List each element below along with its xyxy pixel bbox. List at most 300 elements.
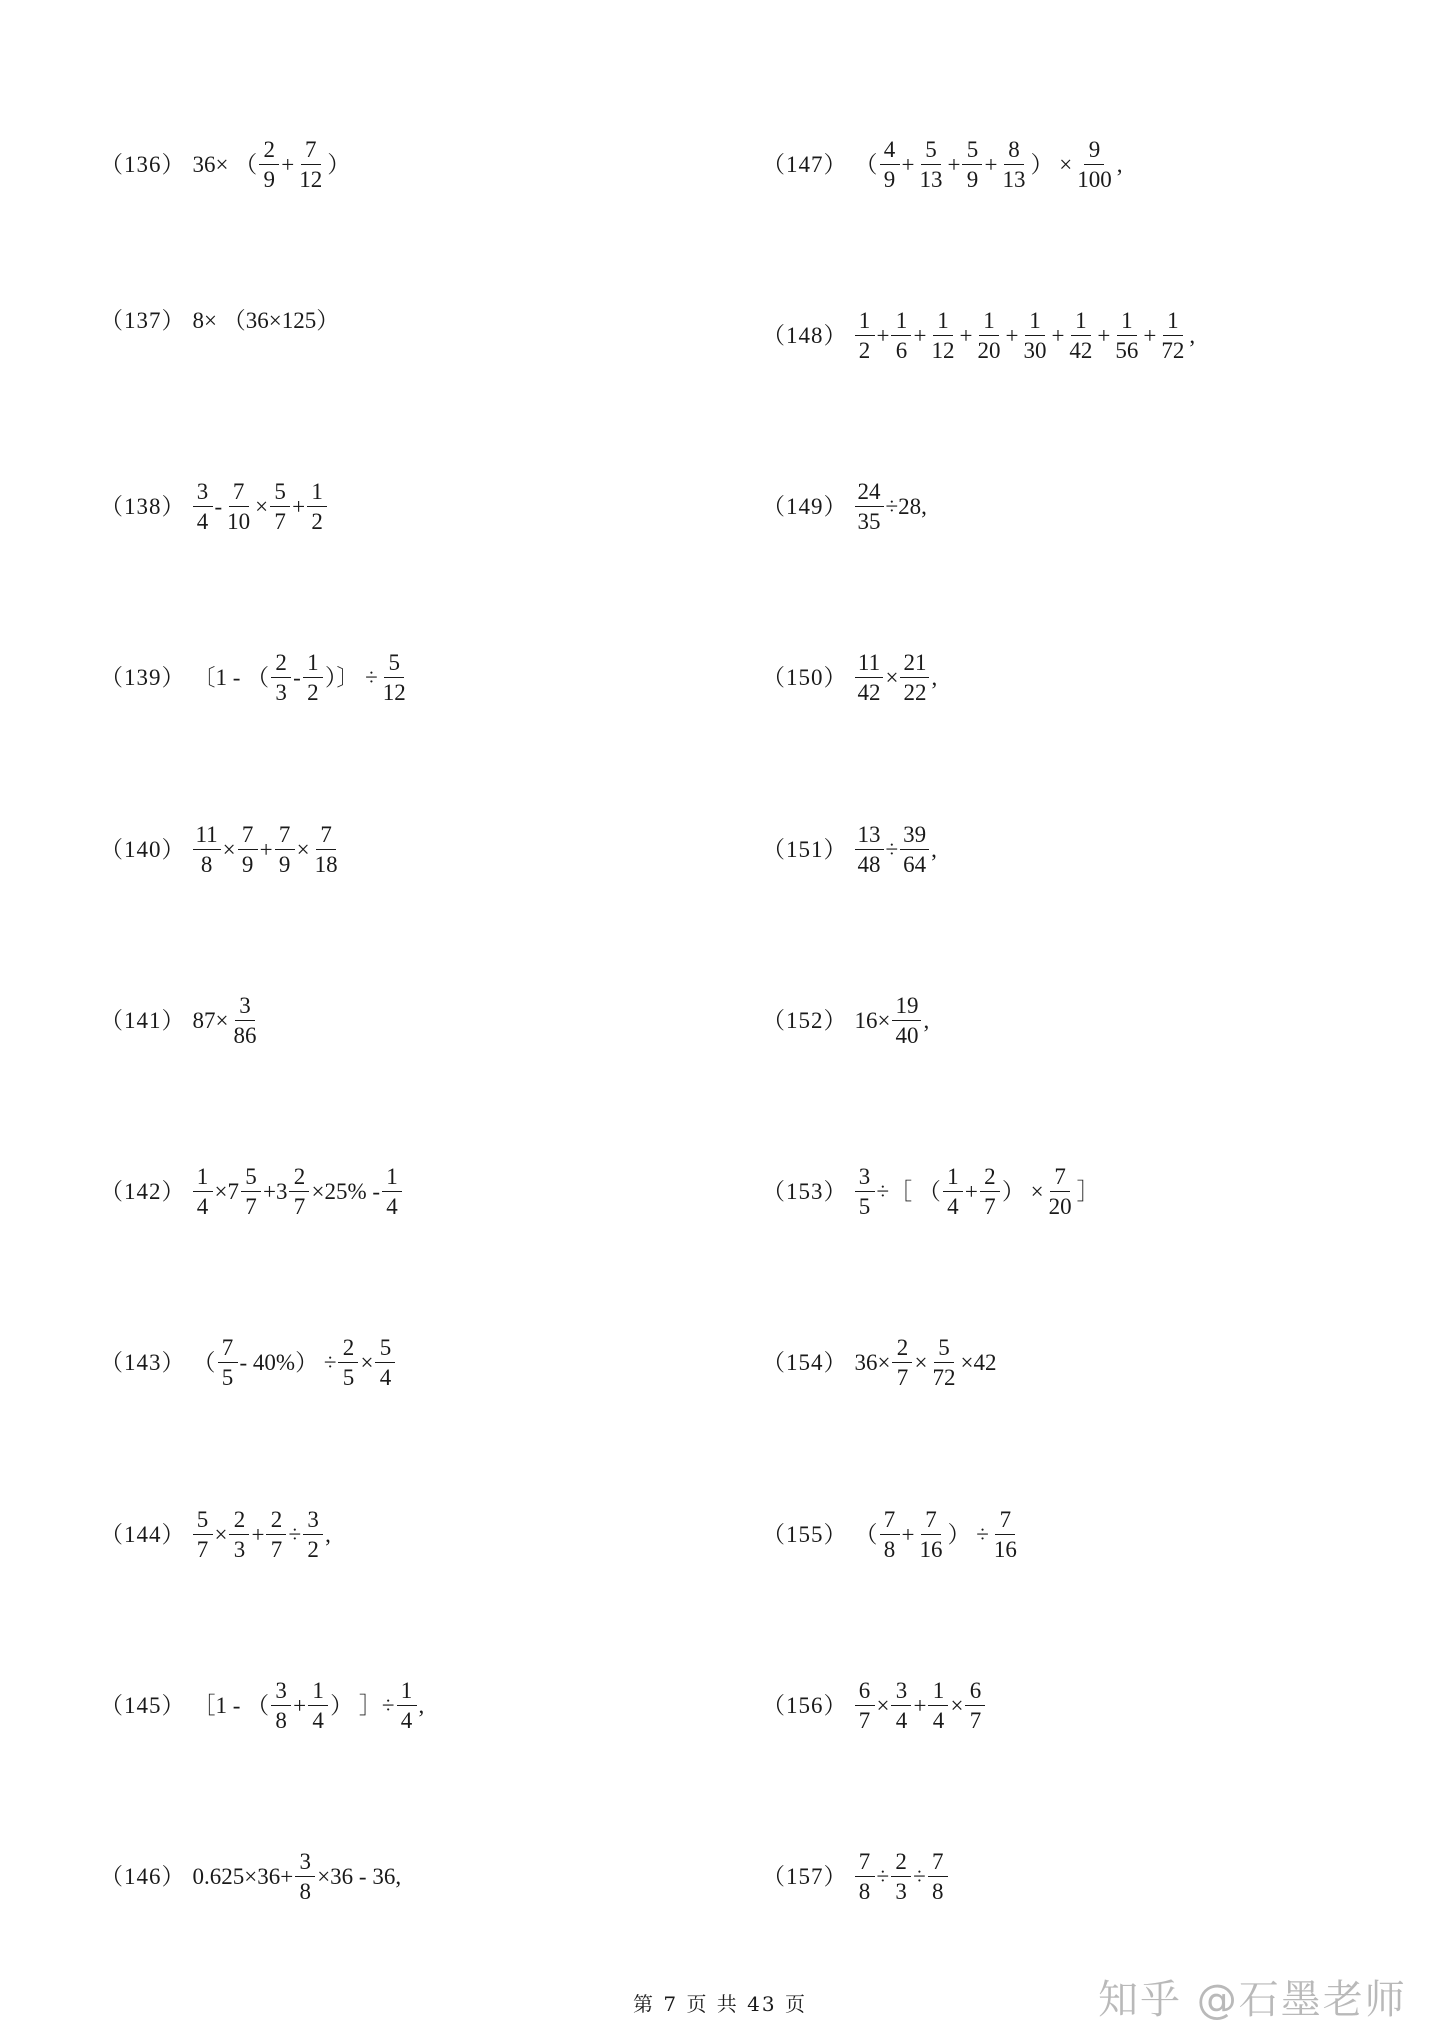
- expression-text: 〔1 - （: [192, 665, 270, 690]
- fraction-denominator: 2: [307, 680, 319, 705]
- fraction-numerator: 7: [218, 1336, 238, 1363]
- fraction: [929, 1336, 958, 1389]
- problem-item: [100, 480, 328, 533]
- fraction: [943, 1165, 963, 1218]
- expression-text: ×: [885, 665, 899, 690]
- problem-expression: [192, 994, 261, 1047]
- fraction: [880, 1508, 900, 1561]
- fraction-denominator: 7: [293, 1194, 306, 1219]
- fraction-denominator: 13: [1002, 167, 1026, 192]
- fraction-denominator: 12: [931, 338, 955, 363]
- fraction-numerator: 1: [943, 1165, 963, 1192]
- problem-number: （141）: [100, 1008, 186, 1033]
- fraction-denominator: 100: [1077, 167, 1112, 192]
- fraction: [891, 309, 911, 362]
- fraction: [238, 823, 258, 876]
- fraction-numerator: 5: [934, 1336, 954, 1363]
- fraction-denominator: 8: [299, 1879, 311, 1904]
- problem-expression: [854, 1165, 1101, 1218]
- fraction-numerator: 5: [193, 1508, 213, 1535]
- fraction-numerator: 39: [900, 823, 929, 850]
- fraction-numerator: 5: [384, 651, 404, 678]
- expression-text: ÷［ （: [876, 1179, 941, 1204]
- expression-text: +: [1051, 323, 1065, 348]
- fraction: [1074, 138, 1115, 191]
- fraction-denominator: 4: [400, 1708, 413, 1733]
- fraction: [891, 1679, 911, 1732]
- problem-item: [100, 1679, 425, 1732]
- watermark: 知乎 @石墨老师: [1098, 1977, 1407, 2023]
- expression-text: ×: [222, 837, 236, 862]
- fraction-numerator: 13: [855, 823, 884, 850]
- problem-item: [762, 1679, 986, 1732]
- fraction-denominator: 7: [245, 1194, 257, 1219]
- fraction-numerator: 5: [270, 480, 290, 507]
- problem-item: [100, 1165, 403, 1218]
- expression-text: ×36 - 36,: [317, 1864, 402, 1889]
- expression-text: ,: [931, 665, 938, 690]
- fraction-denominator: 9: [263, 167, 275, 192]
- fraction-numerator: 1: [933, 309, 953, 336]
- fraction-denominator: 7: [896, 1365, 909, 1390]
- fraction-denominator: 2: [858, 338, 871, 363]
- fraction-numerator: 1: [1163, 309, 1183, 336]
- expression-text: +: [876, 323, 890, 348]
- fraction: [193, 1165, 213, 1218]
- expression-text: ）: [327, 152, 351, 177]
- fraction-denominator: 4: [312, 1708, 324, 1733]
- fraction: [303, 651, 323, 704]
- problem-expression: [854, 651, 939, 704]
- fraction-denominator: 64: [903, 852, 927, 877]
- fraction-numerator: 3: [891, 1679, 911, 1706]
- fraction-numerator: 1: [307, 480, 327, 507]
- problem-number: （150）: [762, 665, 848, 690]
- fraction-denominator: 8: [200, 852, 213, 877]
- problem-expression: [192, 1165, 404, 1218]
- fraction: [880, 138, 900, 191]
- expression-text: ） ×: [1030, 152, 1073, 177]
- fraction: [270, 480, 290, 533]
- expression-text: +: [947, 152, 961, 177]
- problem-number: （157）: [762, 1864, 848, 1889]
- expression-text: +: [959, 323, 973, 348]
- problem-number: （151）: [762, 837, 848, 862]
- problem-expression: [854, 480, 928, 533]
- expression-text: ÷: [885, 837, 899, 862]
- fraction: [855, 823, 884, 876]
- expression-text: +: [259, 837, 273, 862]
- fraction-numerator: 8: [1004, 138, 1024, 165]
- fraction: [928, 1679, 948, 1732]
- fraction: [1112, 309, 1141, 362]
- problem-expression: [192, 823, 342, 876]
- problem-number: （142）: [100, 1179, 186, 1204]
- problem-expression: [854, 1850, 949, 1903]
- fraction-numerator: 3: [235, 994, 255, 1021]
- fraction-numerator: 1: [193, 1165, 213, 1192]
- fraction-numerator: 1: [382, 1165, 402, 1192]
- fraction-denominator: 48: [857, 852, 881, 877]
- fraction-denominator: 8: [858, 1879, 871, 1904]
- fraction-denominator: 86: [233, 1023, 257, 1048]
- problem-expression: [192, 480, 329, 533]
- problem-expression: [192, 1508, 332, 1561]
- fraction-denominator: 3: [895, 1879, 907, 1904]
- fraction: [855, 651, 884, 704]
- expression-text: +3: [262, 1179, 288, 1204]
- fraction-numerator: 7: [995, 1508, 1015, 1535]
- fraction-denominator: 4: [386, 1194, 398, 1219]
- problem-number: （136）: [100, 152, 186, 177]
- expression-text: ,: [1116, 152, 1123, 177]
- expression-text: ×: [876, 1693, 890, 1718]
- problem-expression: [854, 1336, 998, 1389]
- problem-number: （143）: [100, 1350, 186, 1375]
- expression-text: +: [964, 1179, 978, 1204]
- fraction: [229, 1508, 249, 1561]
- problem-item: [100, 1508, 332, 1561]
- problem-number: （147）: [762, 152, 848, 177]
- expression-text: ,: [1189, 323, 1196, 348]
- fraction-denominator: 9: [966, 167, 979, 192]
- problem-expression: [192, 1679, 426, 1732]
- fraction: [275, 823, 295, 876]
- expression-text: ） ×: [1001, 1179, 1044, 1204]
- fraction: [1046, 1165, 1075, 1218]
- fraction-denominator: 7: [984, 1194, 996, 1219]
- expression-text: ］: [1076, 1179, 1100, 1204]
- fraction-numerator: 7: [229, 480, 249, 507]
- fraction: [193, 1508, 213, 1561]
- problem-item: [762, 138, 1123, 191]
- expression-text: ×: [255, 494, 269, 519]
- fraction-denominator: 7: [858, 1708, 871, 1733]
- fraction: [892, 1336, 912, 1389]
- problem-expression: [192, 1336, 397, 1389]
- fraction-denominator: 22: [903, 680, 927, 705]
- fraction: [980, 1165, 1000, 1218]
- fraction: [892, 994, 921, 1047]
- problem-number: （146）: [100, 1864, 186, 1889]
- fraction-numerator: 3: [303, 1508, 323, 1535]
- expression-text: +: [293, 1693, 307, 1718]
- fraction-numerator: 1: [1071, 309, 1091, 336]
- fraction-denominator: 6: [895, 338, 908, 363]
- expression-text: （: [854, 1522, 878, 1547]
- problem-expression: [854, 1679, 987, 1732]
- fraction: [1020, 309, 1049, 362]
- fraction-denominator: 13: [919, 167, 943, 192]
- fraction-denominator: 8: [932, 1879, 944, 1904]
- fraction-denominator: 5: [221, 1365, 234, 1390]
- fraction-numerator: 3: [193, 480, 213, 507]
- fraction: [382, 1165, 402, 1218]
- fraction-numerator: 2: [980, 1165, 1000, 1192]
- fraction-numerator: 1: [928, 1679, 948, 1706]
- fraction-denominator: 4: [947, 1194, 959, 1219]
- fraction-denominator: 4: [196, 509, 209, 534]
- fraction-denominator: 12: [299, 167, 323, 192]
- problem-item: [100, 309, 340, 332]
- expression-text: +: [1143, 323, 1157, 348]
- fraction-numerator: 19: [892, 994, 921, 1021]
- fraction-denominator: 4: [379, 1365, 392, 1390]
- expression-text: ） ÷: [947, 1522, 989, 1547]
- problem-expression: [192, 309, 341, 332]
- fraction-denominator: 56: [1115, 338, 1139, 363]
- fraction: [338, 1336, 358, 1389]
- fraction-numerator: 2: [229, 1508, 249, 1535]
- fraction-numerator: 2: [891, 1850, 911, 1877]
- fraction-denominator: 3: [275, 680, 287, 705]
- fraction: [900, 651, 929, 704]
- fraction-numerator: 9: [1084, 138, 1104, 165]
- fraction: [230, 994, 259, 1047]
- problem-item: [762, 1508, 1021, 1561]
- expression-text: ） ］÷: [330, 1693, 395, 1718]
- fraction: [965, 1679, 985, 1732]
- fraction-numerator: 5: [375, 1336, 395, 1363]
- fraction: [289, 1165, 309, 1218]
- fraction-numerator: 3: [271, 1679, 291, 1706]
- expression-text: +: [251, 1522, 265, 1547]
- expression-text: ÷: [288, 1522, 302, 1547]
- expression-text: ÷: [913, 1864, 926, 1889]
- fraction: [1158, 309, 1187, 362]
- fraction-denominator: 2: [311, 509, 323, 534]
- problem-expression: [854, 1508, 1021, 1561]
- expression-text: ,: [931, 837, 937, 862]
- fraction-numerator: 7: [238, 823, 258, 850]
- fraction-denominator: 72: [1161, 338, 1185, 363]
- problem-item: [100, 1850, 402, 1903]
- fraction-numerator: 1: [891, 309, 911, 336]
- fraction: [928, 1850, 948, 1903]
- fraction-denominator: 3: [233, 1537, 246, 1562]
- fraction: [241, 1165, 261, 1218]
- fraction-numerator: 11: [855, 651, 883, 678]
- fraction: [296, 138, 325, 191]
- fraction-numerator: 2: [338, 1336, 358, 1363]
- expression-text: ×25% -: [311, 1179, 381, 1204]
- fraction-denominator: 7: [196, 1537, 209, 1562]
- fraction-numerator: 2: [892, 1336, 912, 1363]
- expression-text: +: [281, 152, 295, 177]
- expression-text: +: [901, 152, 915, 177]
- fraction-numerator: 7: [1050, 1165, 1070, 1192]
- problem-number: （155）: [762, 1522, 848, 1547]
- problem-number: （144）: [100, 1522, 186, 1547]
- expression-text: 36× （: [192, 152, 258, 177]
- expression-text: -: [214, 494, 223, 519]
- fraction: [375, 1336, 395, 1389]
- expression-text: ×: [214, 1522, 228, 1547]
- problem-number: （152）: [762, 1008, 848, 1033]
- fraction: [900, 823, 929, 876]
- expression-text: +: [913, 323, 927, 348]
- problem-number: （154）: [762, 1350, 848, 1375]
- problem-item: [762, 309, 1196, 362]
- fraction: [855, 309, 875, 362]
- fraction-numerator: 7: [921, 1508, 941, 1535]
- fraction: [891, 1850, 911, 1903]
- expression-text: ,: [325, 1522, 331, 1547]
- expression-text: +: [913, 1693, 927, 1718]
- expression-text: ,: [923, 1008, 930, 1033]
- problem-number: （139）: [100, 665, 186, 690]
- problem-number: （149）: [762, 494, 848, 519]
- fraction: [303, 1508, 323, 1561]
- problem-expression: [192, 651, 410, 704]
- problem-expression: [192, 1850, 403, 1903]
- fraction-numerator: 7: [316, 823, 336, 850]
- fraction-denominator: 7: [969, 1708, 982, 1733]
- fraction-denominator: 20: [977, 338, 1001, 363]
- expression-text: 87×: [192, 1008, 229, 1033]
- problem-expression: [854, 309, 1197, 362]
- problem-item: [762, 994, 930, 1047]
- problem-item: [762, 480, 928, 533]
- expression-text: 16×: [854, 1008, 891, 1033]
- fraction: [1066, 309, 1095, 362]
- fraction: [974, 309, 1003, 362]
- expression-text: ÷28,: [885, 494, 927, 519]
- fraction-numerator: 1: [1025, 309, 1045, 336]
- fraction-numerator: 7: [928, 1850, 948, 1877]
- fraction-denominator: 12: [382, 680, 406, 705]
- page-footer: 第 7 页 共 43 页: [633, 1992, 807, 2016]
- fraction-numerator: 5: [962, 138, 982, 165]
- fraction-denominator: 9: [278, 852, 291, 877]
- problem-number: （137）: [100, 308, 186, 333]
- fraction-numerator: 5: [921, 138, 941, 165]
- expression-text: 8× （36×125）: [192, 308, 340, 333]
- fraction-numerator: 21: [900, 651, 929, 678]
- problem-number: （153）: [762, 1179, 848, 1204]
- problem-expression: [854, 138, 1124, 191]
- fraction: [928, 309, 957, 362]
- problem-number: （140）: [100, 837, 186, 862]
- fraction-denominator: 5: [858, 1194, 871, 1219]
- expression-text: -: [293, 665, 301, 690]
- fraction: [380, 651, 409, 704]
- fraction-denominator: 42: [1069, 338, 1093, 363]
- expression-text: （: [854, 152, 878, 177]
- fraction: [916, 138, 945, 191]
- fraction: [193, 823, 221, 876]
- fraction: [271, 651, 291, 704]
- fraction-denominator: 9: [883, 167, 896, 192]
- fraction: [308, 1679, 328, 1732]
- problem-expression: [854, 823, 938, 876]
- expression-text: ×: [914, 1350, 928, 1375]
- expression-text: ×: [296, 837, 310, 862]
- fraction-numerator: 3: [295, 1850, 315, 1877]
- fraction: [855, 1165, 875, 1218]
- fraction-denominator: 7: [270, 1537, 283, 1562]
- fraction: [193, 480, 213, 533]
- expression-text: +: [1005, 323, 1019, 348]
- problem-item: [100, 994, 260, 1047]
- fraction: [295, 1850, 315, 1903]
- fraction-denominator: 18: [314, 852, 338, 877]
- fraction-denominator: 7: [274, 509, 286, 534]
- problem-item: [762, 1165, 1101, 1218]
- expression-text: +: [1097, 323, 1111, 348]
- fraction-denominator: 10: [227, 509, 251, 534]
- fraction: [855, 1679, 875, 1732]
- expression-text: - 40%） ÷: [239, 1350, 337, 1375]
- fraction-numerator: 7: [301, 138, 321, 165]
- fraction-denominator: 40: [895, 1023, 919, 1048]
- problem-item: [100, 138, 351, 191]
- fraction-numerator: 24: [855, 480, 884, 507]
- fraction-denominator: 20: [1048, 1194, 1072, 1219]
- expression-text: ÷: [876, 1864, 890, 1889]
- fraction-numerator: 7: [855, 1850, 875, 1877]
- fraction-numerator: 1: [308, 1679, 328, 1706]
- fraction-numerator: 2: [289, 1165, 309, 1192]
- fraction-denominator: 9: [241, 852, 254, 877]
- fraction: [271, 1679, 291, 1732]
- fraction: [962, 138, 982, 191]
- problem-number: （145）: [100, 1693, 186, 1718]
- fraction-numerator: 6: [965, 1679, 985, 1706]
- fraction-denominator: 72: [932, 1365, 956, 1390]
- fraction-numerator: 11: [193, 823, 221, 850]
- fraction-numerator: 1: [397, 1679, 417, 1706]
- fraction: [266, 1508, 286, 1561]
- fraction-numerator: 7: [275, 823, 295, 850]
- problem-item: [762, 1850, 949, 1903]
- problem-item: [762, 823, 938, 876]
- fraction: [259, 138, 279, 191]
- fraction-numerator: 7: [880, 1508, 900, 1535]
- fraction-denominator: 2: [307, 1537, 319, 1562]
- problem-expression: [854, 994, 931, 1047]
- fraction-denominator: 16: [993, 1537, 1017, 1562]
- fraction-denominator: 4: [196, 1194, 209, 1219]
- problem-item: [100, 1336, 396, 1389]
- fraction-numerator: 4: [880, 138, 900, 165]
- fraction: [999, 138, 1028, 191]
- fraction: [397, 1679, 417, 1732]
- expression-text: +: [984, 152, 998, 177]
- fraction: [991, 1508, 1020, 1561]
- problem-item: [100, 823, 342, 876]
- fraction: [307, 480, 327, 533]
- fraction: [224, 480, 253, 533]
- expression-text: ×42: [960, 1350, 997, 1375]
- fraction-numerator: 1: [1117, 309, 1137, 336]
- fraction-numerator: 1: [303, 651, 323, 678]
- problem-item: [100, 651, 410, 704]
- fraction-denominator: 4: [895, 1708, 908, 1733]
- fraction-numerator: 1: [855, 309, 875, 336]
- expression-text: （: [192, 1350, 216, 1375]
- expression-text: ×: [360, 1350, 374, 1375]
- fraction-denominator: 5: [342, 1365, 355, 1390]
- fraction-denominator: 16: [919, 1537, 943, 1562]
- expression-text: ［1 - （: [192, 1693, 270, 1718]
- problem-number: （138）: [100, 494, 186, 519]
- fraction-denominator: 30: [1023, 338, 1047, 363]
- problem-number: （148）: [762, 323, 848, 348]
- fraction: [218, 1336, 238, 1389]
- problem-item: [762, 1336, 997, 1389]
- fraction: [855, 1850, 875, 1903]
